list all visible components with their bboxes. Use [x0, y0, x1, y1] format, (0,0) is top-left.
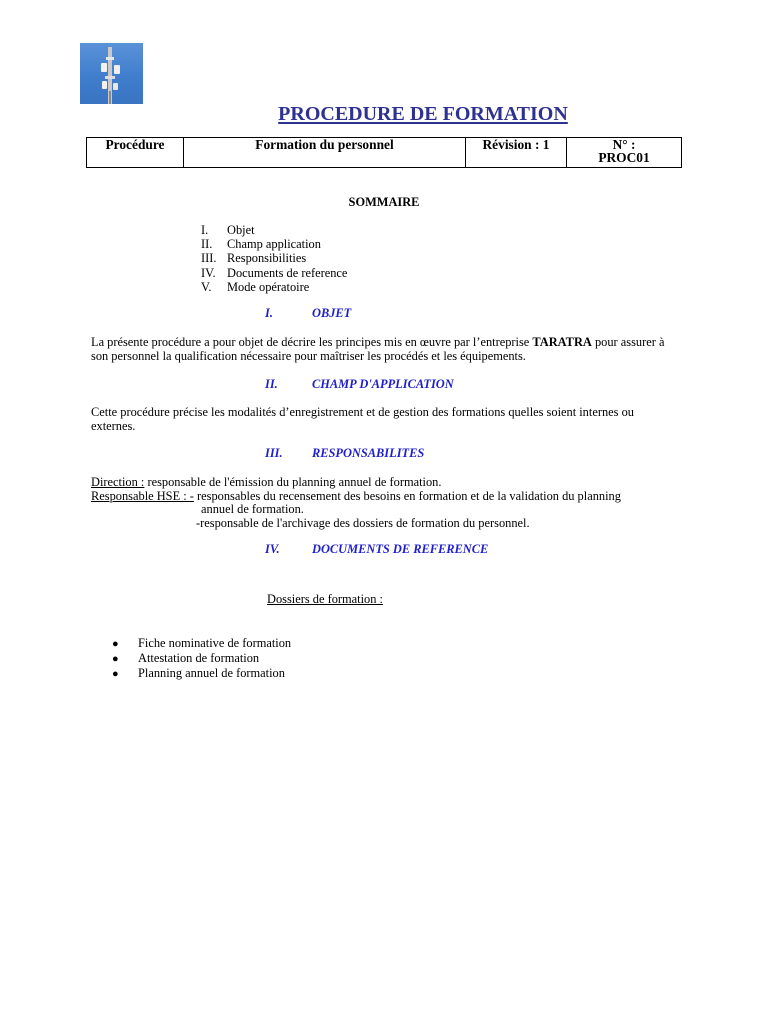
number-cell: [567, 138, 682, 168]
documents-subheading: Dossiers de formation :: [267, 592, 383, 606]
objet-text-start: La présente procédure a pour objet de décrire les principes mis en œuvre par l’entreprise: [91, 335, 533, 349]
bullet-icon: ●: [112, 638, 119, 650]
objet-paragraph: [91, 335, 671, 363]
summary-item-num: II.: [201, 237, 213, 252]
documents-list: [112, 636, 291, 681]
list-item: [112, 651, 291, 666]
summary-item-label: Documents de reference: [227, 265, 348, 280]
section-num: I.: [265, 306, 273, 320]
list-item-label: Planning annuel de formation: [138, 666, 285, 680]
summary-item: [201, 237, 347, 251]
number-label: N° :: [612, 137, 636, 152]
direction-text: responsable de l'émission du planning annuel de formation.: [144, 475, 442, 489]
objet-text-end: pour assurer à son personnel la qualification nécessaire pour maîtriser les procédés et les équipements.: [91, 335, 665, 363]
list-item: [112, 636, 291, 651]
direction-line: [91, 475, 441, 489]
company-logo: [80, 43, 143, 104]
summary-heading: SOMMAIRE: [348, 195, 420, 209]
list-item-label: Fiche nominative de formation: [138, 636, 292, 650]
section-title: CHAMP D'APPLICATION: [312, 377, 454, 391]
summary-item-label: Objet: [227, 223, 255, 237]
champ-paragraph: Cette procédure précise les modalités d’enregistrement et de gestion des formations quelles soient internes ou externes.: [91, 405, 634, 433]
summary-item-label: Champ application: [227, 237, 321, 252]
summary-item-num: V.: [201, 279, 212, 294]
section-num: IV.: [265, 542, 280, 556]
summary-item-num: IV.: [201, 265, 216, 280]
section-heading-champ: [265, 377, 454, 391]
summary-item-label: Mode opératoire: [227, 279, 310, 294]
procedure-header-table: [86, 137, 682, 168]
section-title: OBJET: [312, 306, 352, 320]
section-num: II.: [265, 377, 278, 391]
procedure-label-cell: [87, 138, 184, 168]
procedure-subject: Formation du personnel: [255, 137, 394, 152]
summary-item-label: Responsibilities: [227, 251, 307, 266]
section-heading-documents: [265, 542, 488, 556]
direction-label: Direction :: [91, 475, 145, 489]
hse-text-1: responsables du recensement des besoins en formation et de la validation du planning: [193, 489, 621, 503]
section-title: DOCUMENTS DE REFERENCE: [312, 542, 489, 556]
procedure-subject-cell: [184, 138, 466, 168]
hse-label: Responsable HSE : -: [91, 489, 194, 503]
company-name: TARATRA: [532, 335, 592, 349]
section-title: RESPONSABILITES: [312, 446, 425, 460]
section-heading-responsabilites: [265, 446, 424, 460]
telecom-tower-icon: [80, 43, 143, 104]
procedure-label: Procédure: [105, 137, 165, 152]
section-num: III.: [265, 446, 283, 460]
hse-line: [91, 489, 621, 503]
bullet-icon: ●: [112, 668, 119, 680]
summary-item: [201, 251, 347, 265]
hse-line-2: -responsable de l'archivage des dossiers de formation du personnel.: [196, 516, 530, 530]
summary-item-num: III.: [201, 251, 217, 266]
hse-line-continued: annuel de formation.: [201, 502, 304, 516]
section-heading-objet: [265, 306, 351, 320]
list-item: [112, 666, 291, 681]
number-value: PROC01: [598, 150, 650, 165]
summary-item: [201, 223, 347, 237]
summary-item-num: I.: [201, 223, 209, 237]
revision-cell: [466, 138, 567, 168]
list-item-label: Attestation de formation: [138, 651, 260, 665]
document-title: PROCEDURE DE FORMATION: [278, 103, 568, 125]
summary-item: [201, 266, 347, 280]
summary-list: [201, 223, 347, 294]
bullet-icon: ●: [112, 653, 119, 665]
summary-item: [201, 280, 347, 294]
revision-label: Révision : 1: [482, 137, 550, 152]
